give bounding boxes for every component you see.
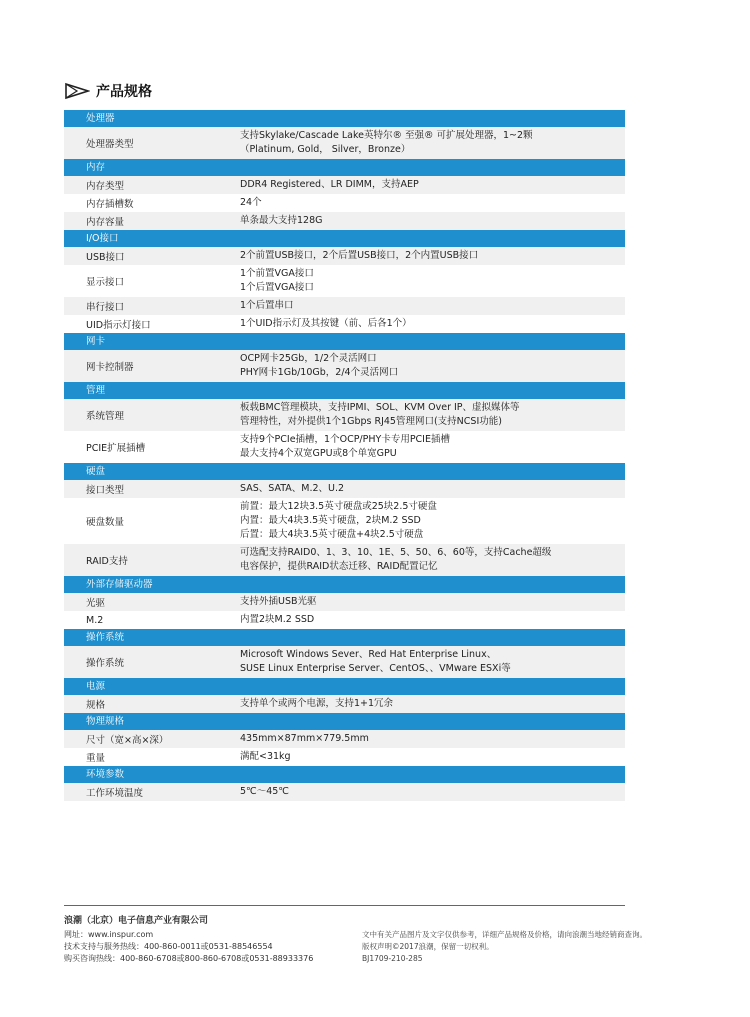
spec-label: M.2 [86,614,104,626]
spec-value-line: 1个前置VGA接口 [240,268,314,279]
spec-value-line: 支持Skylake/Cascade Lake英特尔® 至强® 可扩展处理器，1~2颗 [240,130,533,141]
section-header: 操作系统 [64,629,625,646]
spec-value-line: 板载BMC管理模块，支持IPMI、SOL、KVM Over IP、虚拟媒体等 [240,402,520,413]
spec-value-line: 满配<31kg [240,751,291,762]
spec-value-line: PHY网卡1Gb/10Gb，2/4个灵活网口 [240,367,399,378]
section-header: 物理规格 [64,713,625,730]
spec-value-line: 1个后置串口 [240,300,294,311]
spec-row [64,297,625,315]
spec-row [64,127,625,159]
spec-row [64,611,625,629]
spec-value-line: 后置：最大4块3.5英寸硬盘+4块2.5寸硬盘 [240,529,424,540]
spec-value [240,247,625,265]
spec-value [240,315,625,333]
spec-heading [64,80,152,102]
spec-value [240,544,625,576]
footer-contact [64,915,313,965]
spec-value-line: Microsoft Windows Sever、Red Hat Enterprise Linux、 [240,649,497,660]
footer-divider [64,905,625,906]
spec-row [64,593,625,611]
spec-value [240,194,625,212]
spec-value [240,399,625,431]
doc-code: BJ1709-210-285 [362,954,423,963]
spec-value-line: 支持外插USB光驱 [240,596,317,607]
spec-value-line: OCP网卡25Gb，1/2个灵活网口 [240,353,377,364]
spec-row [64,194,625,212]
spec-label: 硬盘数量 [86,517,125,528]
section-header: I/O接口 [64,230,625,247]
spec-row [64,315,625,333]
spec-label: 内存类型 [86,181,125,192]
spec-label: 处理器类型 [86,139,134,150]
spec-value-line: 管理特性，对外提供1个1Gbps RJ45管理网口(支持NCSI功能) [240,416,502,427]
spec-value [240,593,625,611]
spec-value-line: SUSE Linux Enterprise Server、CentOS、、VMware ESXi等 [240,663,511,674]
sales-hotline: 购买咨询热线：400-860-6708或800-860-6708或0531-88933376 [64,954,314,963]
spec-value [240,498,625,544]
spec-value [240,265,625,297]
section-header: 管理 [64,382,625,399]
spec-row [64,646,625,678]
spec-value-line: 电容保护，提供RAID状态迁移、RAID配置记忆 [240,561,438,572]
spec-value [240,176,625,194]
spec-value-line: 24个 [240,197,262,208]
spec-value [240,127,625,159]
spec-row [64,730,625,748]
spec-value-line: 435mm×87mm×779.5mm [240,733,369,744]
section-header: 网卡 [64,333,625,350]
spec-value-line: 2个前置USB接口，2个后置USB接口，2个内置USB接口 [240,250,479,261]
company-name: 浪潮（北京）电子信息产业有限公司 [64,916,209,926]
page-title: 产品规格 [96,84,152,100]
section-header: 外部存储驱动器 [64,576,625,593]
spec-label: 尺寸（宽×高×深） [86,735,169,746]
spec-value-line: 单条最大支持128G [240,215,323,226]
spec-row [64,498,625,544]
spec-row [64,431,625,463]
spec-value [240,350,625,382]
spec-value-line: 支持9个PCIe插槽，1个OCP/PHY卡专用PCIE插槽 [240,434,450,445]
spec-value [240,431,625,463]
spec-label: 显示接口 [86,277,125,288]
spec-value [240,212,625,230]
support-hotline: 技术支持与服务热线：400-860-0011或0531-88546554 [64,942,273,951]
spec-row [64,265,625,297]
triangle-flag-icon [64,81,90,101]
spec-row [64,748,625,766]
spec-value [240,748,625,766]
spec-label: USB接口 [86,252,125,263]
spec-table [64,110,625,801]
spec-label: 内存容量 [86,217,125,228]
spec-value-line: 可选配支持RAID0、1、3、10、1E、5、50、6、60等，支持Cache超级 [240,547,552,558]
spec-value-line: SAS、SATA、M.2、U.2 [240,483,345,494]
spec-label: 重量 [86,753,106,764]
spec-label: RAID支持 [86,556,128,567]
spec-value [240,695,625,713]
spec-row [64,783,625,801]
spec-value-line: 支持单个或两个电源，支持1+1冗余 [240,698,394,709]
spec-label: UID指示灯接口 [86,320,151,331]
section-header: 内存 [64,159,625,176]
spec-value [240,783,625,801]
section-header: 硬盘 [64,463,625,480]
spec-label: PCIE扩展插槽 [86,443,146,454]
spec-label: 系统管理 [86,411,125,422]
spec-row [64,247,625,265]
spec-label: 光驱 [86,598,106,609]
spec-value-line: 5℃～45℃ [240,786,289,797]
website: 网址：www.inspur.com [64,930,154,939]
spec-row [64,695,625,713]
spec-value-line: 最大支持4个双宽GPU或8个单宽GPU [240,448,397,459]
spec-row [64,399,625,431]
section-header: 电源 [64,678,625,695]
section-header: 处理器 [64,110,625,127]
spec-label: 工作环境温度 [86,788,144,799]
spec-value-line: 前置：最大12块3.5英寸硬盘或25块2.5寸硬盘 [240,501,437,512]
spec-value-line: 内置：最大4块3.5英寸硬盘，2块M.2 SSD [240,515,421,526]
spec-value-line: （Platinum, Gold， Silver，Bronze） [240,144,411,155]
spec-value [240,480,625,498]
spec-value [240,646,625,678]
spec-label: 规格 [86,700,106,711]
spec-value [240,611,625,629]
spec-label: 网卡控制器 [86,362,134,373]
spec-row [64,212,625,230]
footer-legal [362,929,647,965]
spec-label: 接口类型 [86,485,125,496]
spec-value-line: 1个后置VGA接口 [240,282,314,293]
spec-value [240,730,625,748]
spec-value-line: 1个UID指示灯及其按键（前、后各1个） [240,318,412,329]
spec-label: 内存插槽数 [86,199,134,210]
spec-row [64,176,625,194]
disclaimer: 文中有关产品图片及文字仅供参考，详细产品规格及价格，请向浪潮当地经销商查询。 [362,930,647,939]
spec-row [64,480,625,498]
copyright: 版权声明©2017浪潮，保留一切权利。 [362,942,494,951]
spec-row [64,544,625,576]
spec-row [64,350,625,382]
spec-value-line: DDR4 Registered、LR DIMM，支持AEP [240,179,419,190]
spec-label: 操作系统 [86,658,125,669]
spec-value-line: 内置2块M.2 SSD [240,614,315,625]
spec-value [240,297,625,315]
section-header: 环境参数 [64,766,625,783]
spec-label: 串行接口 [86,302,125,313]
